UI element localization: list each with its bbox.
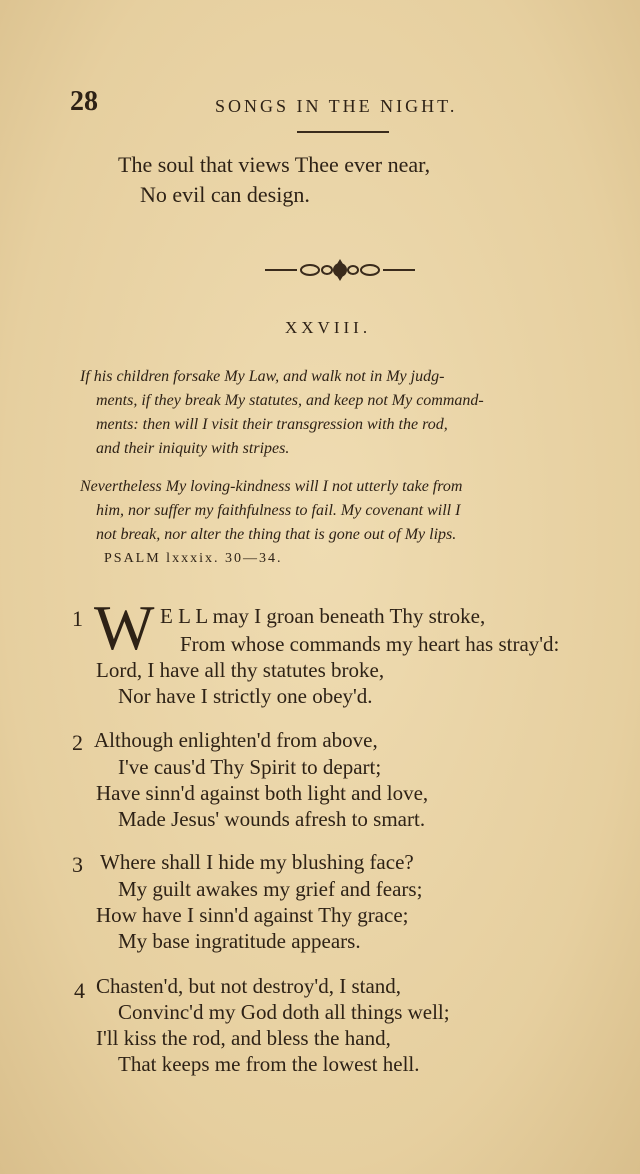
verse-line: Lord, I have all thy statutes broke, [96, 658, 385, 682]
verse-line: Where shall I hide my blushing face? [100, 850, 414, 874]
printer-ornament-icon [265, 255, 415, 285]
verse-number: 3 [72, 852, 83, 877]
epigraph-line: and their iniquity with stripes. [96, 440, 290, 457]
verse-number: 4 [74, 978, 85, 1003]
epigraph-line: ments: then will I visit their transgression with the rod, [96, 416, 448, 433]
psalm-reference: PSALM lxxxix. 30—34. [104, 551, 283, 566]
verse-line: My base ingratitude appears. [118, 929, 361, 953]
verse-line: Nor have I strictly one obey'd. [118, 684, 373, 708]
epigraph-line: ments, if they break My statutes, and keep not My command- [96, 392, 484, 409]
top-line-1: The soul that views Thee ever near, [118, 152, 431, 177]
verse-line: My guilt awakes my grief and fears; [118, 877, 423, 901]
running-title: SONGS IN THE NIGHT. [215, 96, 458, 116]
verse-line: That keeps me from the lowest hell. [118, 1052, 420, 1076]
verse-line: Chasten'd, but not destroy'd, I stand, [96, 974, 402, 998]
drop-cap: W [94, 592, 155, 663]
verse-line: How have I sinn'd against Thy grace; [96, 903, 409, 927]
top-line-2: No evil can design. [140, 182, 310, 207]
header-rule [297, 131, 389, 133]
verse-line: I've caus'd Thy Spirit to depart; [118, 755, 382, 779]
verse-number: 2 [72, 730, 83, 755]
epigraph-line: If his children forsake My Law, and walk not in My judg- [80, 368, 445, 385]
section-number: XXVIII. [285, 318, 372, 337]
verse-line: Although enlighten'd from above, [94, 728, 378, 752]
verse-line: E L L may I groan beneath Thy stroke, [160, 604, 486, 628]
verse-line: Have sinn'd against both light and love, [96, 781, 429, 805]
epigraph-line: not break, nor alter the thing that is gone out of My lips. [96, 526, 457, 543]
epigraph-line: Nevertheless My loving-kindness will I not utterly take from [80, 478, 463, 495]
epigraph-line: him, nor suffer my faithfulness to fail. My covenant will I [96, 502, 461, 519]
verse-line: I'll kiss the rod, and bless the hand, [96, 1026, 391, 1050]
verse-line: Convinc'd my God doth all things well; [118, 1000, 450, 1024]
verse-number: 1 [72, 606, 83, 631]
page-number: 28 [70, 86, 98, 117]
verse-line: Made Jesus' wounds afresh to smart. [118, 807, 426, 831]
verse-line: From whose commands my heart has stray'd: [180, 632, 560, 656]
